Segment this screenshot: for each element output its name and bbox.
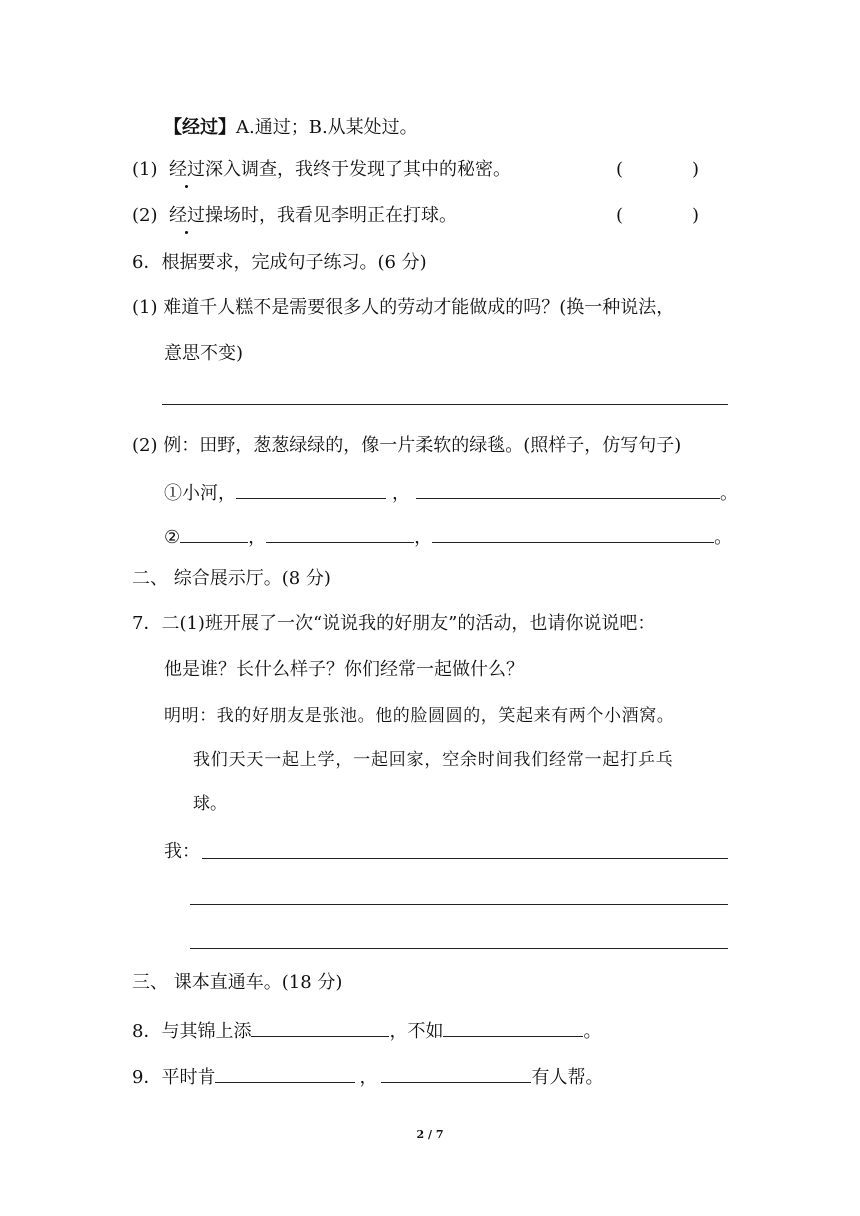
jingguo-item-2 — [132, 204, 457, 228]
item-text: 深入调查，我终于发现了其中的秘密。 — [204, 159, 511, 180]
q8 — [132, 1018, 601, 1044]
fill-blank[interactable] — [432, 524, 714, 543]
sentence-1-lead: ①小河， — [164, 483, 236, 504]
sentence-1 — [164, 480, 738, 506]
answer-paren-close: ) — [692, 205, 700, 226]
definition-line — [164, 116, 418, 140]
fill-blank[interactable] — [416, 480, 720, 499]
answer-line[interactable] — [190, 904, 728, 905]
q9 — [132, 1064, 603, 1090]
answer-line[interactable] — [202, 858, 728, 859]
item-number: (2) — [132, 205, 158, 226]
fill-blank[interactable] — [251, 1018, 389, 1037]
q8-mid: ，不如 — [389, 1021, 444, 1042]
fill-blank[interactable] — [236, 480, 386, 499]
period: 。 — [720, 483, 738, 504]
answer-line[interactable] — [190, 948, 728, 949]
q6-part1-line2: 意思不变) — [164, 343, 244, 364]
q9-mid: ， — [359, 1067, 378, 1088]
me-label: 我： — [164, 841, 200, 862]
q8-end: 。 — [583, 1021, 602, 1042]
fill-blank[interactable] — [443, 1018, 583, 1037]
q6-part1-line1: (1) 难道千人糕不是需要很多人的劳动才能做成的吗？(换一种说法， — [132, 297, 675, 318]
example-line2: 我们天天一起上学，一起回家，空余时间我们经常一起打乒乓 — [193, 750, 674, 770]
fill-blank[interactable] — [381, 1064, 531, 1083]
q9-end: 有人帮。 — [531, 1067, 604, 1088]
answer-paren-close: ) — [692, 159, 700, 180]
q6-title: 6．根据要求，完成句子练习。(6 分) — [132, 252, 427, 273]
item-number: (1) — [132, 159, 158, 180]
term-definition: A.通过；B.从某处过。 — [236, 117, 418, 138]
emphasis-word: 经过 — [168, 205, 205, 226]
comma: ， — [414, 527, 433, 548]
period: 。 — [714, 527, 733, 548]
q7-line1: 7．二(1)班开展了一次“说说我的好朋友”的活动，也请你说说吧： — [132, 613, 656, 634]
q9-lead: 9．平时肯 — [132, 1067, 216, 1088]
comma: ， — [392, 483, 410, 504]
example-line3: 球。 — [193, 794, 227, 814]
comma: ， — [248, 527, 267, 548]
section-2-title: 二、 综合展示厅。(8 分) — [132, 568, 331, 589]
term-label: 【经过】 — [164, 117, 236, 138]
answer-paren-open: ( — [616, 205, 624, 226]
q8-lead: 8．与其锦上添 — [132, 1021, 252, 1042]
fill-blank[interactable] — [180, 524, 248, 543]
answer-line[interactable] — [162, 404, 728, 405]
sentence-2 — [164, 524, 732, 550]
page-number: 2 / 7 — [416, 1128, 444, 1141]
fill-blank[interactable] — [266, 524, 414, 543]
q7-line2: 他是谁？长什么样子？你们经常一起做什么？ — [164, 659, 524, 680]
example-line1: 明明：我的好朋友是张池。他的脸圆圆的，笑起来有两个小酒窝。 — [164, 706, 675, 726]
fill-blank[interactable] — [215, 1064, 355, 1083]
section-3-title: 三、 课本直通车。(18 分) — [132, 972, 343, 993]
emphasis-word: 经过 — [168, 159, 205, 180]
answer-paren-open: ( — [616, 159, 624, 180]
sentence-2-lead: ② — [164, 527, 181, 548]
item-text: 操场时，我看见李明正在打球。 — [204, 205, 457, 226]
q6-part2: (2) 例：田野，葱葱绿绿的，像一片柔软的绿毯。(照样子，仿写句子) — [132, 435, 682, 456]
jingguo-item-1 — [132, 158, 511, 182]
